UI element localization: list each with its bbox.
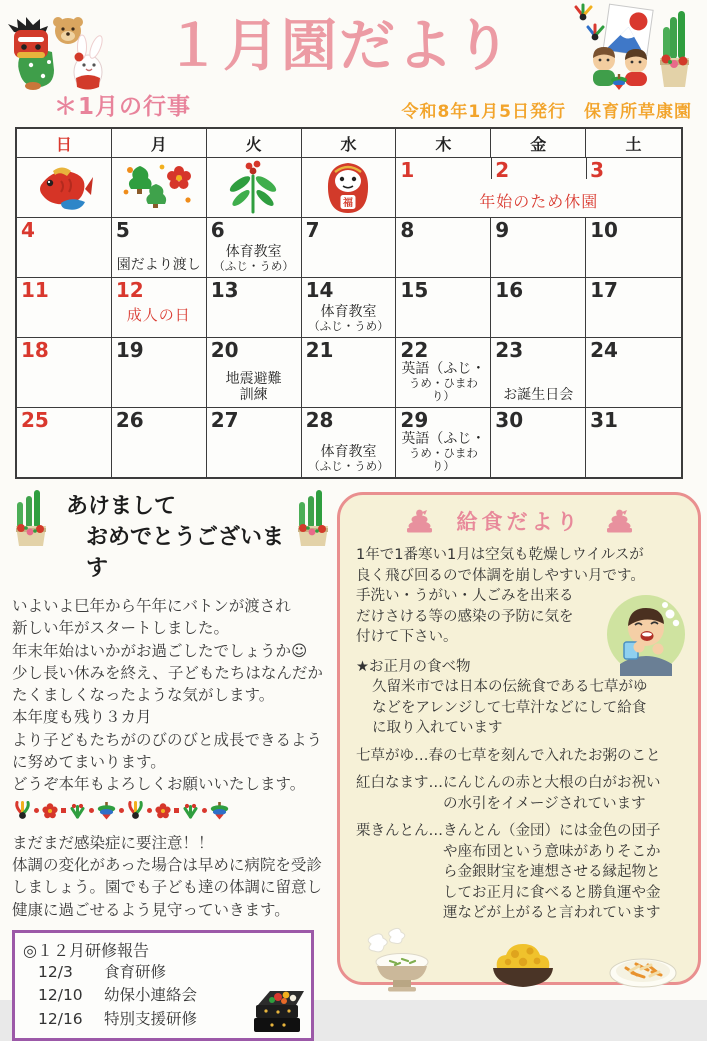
calendar-cell — [396, 278, 491, 338]
calendar-cell — [491, 218, 586, 278]
daruma-icon — [302, 158, 397, 218]
osechi-box-icon — [248, 981, 306, 1035]
date-number: 28 — [305, 408, 334, 432]
calendar-cell — [207, 218, 302, 278]
date-number: 10 — [590, 218, 618, 242]
issue-info: 令和8年1月5日発行 保育所草康園 — [401, 102, 692, 122]
calendar-cell — [17, 338, 112, 408]
children-kite-kadomatsu-icon — [570, 3, 698, 91]
food-term: 七草がゆ… — [356, 747, 429, 764]
divider-dot — [174, 808, 179, 813]
calendar-cell — [302, 278, 397, 338]
page-title: １月園だより — [165, 14, 513, 79]
report-date: 12/3 — [38, 962, 73, 981]
calendar-cell — [586, 408, 681, 477]
calendar-day-header: 火 — [207, 129, 302, 158]
divider-dot — [119, 808, 124, 813]
bamboo-sprig-icon — [69, 803, 86, 819]
event-label: 園だより渡し — [116, 257, 201, 273]
event-label: お誕生日会 — [503, 387, 574, 403]
date-number: 23 — [495, 338, 524, 362]
greeting-title-line1: あけまして — [66, 493, 177, 519]
event-label: 成人の日 — [126, 306, 191, 324]
calendar-cell — [396, 338, 491, 408]
date-number: 18 — [21, 338, 49, 362]
hanetsuki-icon — [14, 801, 31, 820]
divider-dot — [89, 808, 94, 813]
date-number: 24 — [590, 338, 618, 362]
lunch-news-title: 給食だより — [456, 510, 582, 534]
date-number: 17 — [590, 278, 618, 302]
calendar-cell — [586, 338, 681, 408]
date-number: 6 — [210, 218, 225, 242]
calendar-cell — [207, 278, 302, 338]
greeting-title — [54, 488, 290, 584]
calendar-cell — [207, 338, 302, 408]
calendar-day-header: 水 — [302, 129, 397, 158]
food-description: にんじんの赤と大根の白がお祝い の水引をイメージされています — [443, 775, 661, 812]
kadomatsu-icon — [12, 488, 50, 548]
greeting-header — [12, 488, 332, 584]
new-year-closed-cell — [396, 158, 681, 218]
pine-plum-icon — [112, 158, 207, 218]
kuri-kinton-icon — [485, 940, 561, 992]
lunch-intro-paragraph: 1年で1番寒い1月は空気も乾燥しウイルスが 良く飛び回るので体調を崩しやすい月です。 手洗い・うがい・人ごみを出来る だけさける等の感染の予防に気を 付けて下さい。 — [356, 547, 645, 645]
food-definition — [356, 773, 682, 814]
date-number: 8 — [400, 218, 415, 242]
calendar-grid — [17, 129, 681, 477]
calendar-day-header: 土 — [586, 129, 681, 158]
training-report-box — [12, 930, 314, 1041]
food-description: 春の七草を刻んで入れたお粥のこと — [428, 747, 661, 764]
event-label: 体育教室 （ふじ・うめ） — [308, 444, 389, 473]
lunch-news-header — [356, 506, 682, 536]
date-number: 21 — [305, 338, 334, 362]
date-number: 30 — [495, 408, 524, 432]
hanetsuki-icon — [127, 801, 144, 820]
date-number: 2 — [495, 158, 510, 182]
date-number: 5 — [115, 218, 130, 242]
event-label: 英語（ふじ・ うめ・ひまわり） — [401, 431, 486, 473]
food-description: きんとん（金団）には金色の団子 や座布団という意味がありそこか ら金銀財宝を連想させる縁起物と してお正月に食べると勝負運や金 運などが上がると言われています — [443, 823, 661, 921]
training-report-title: ◎１２月研修報告 — [23, 940, 149, 960]
date-number: 1 — [400, 158, 415, 182]
kadomatsu-icon — [294, 488, 332, 548]
date-number: 14 — [305, 278, 334, 302]
date-number: 4 — [21, 218, 35, 242]
calendar-cell — [396, 408, 491, 477]
calendar-cell — [302, 218, 397, 278]
report-label: 幼保小連絡会 — [104, 986, 198, 1005]
calendar-day-header: 月 — [112, 129, 207, 158]
calendar-cell — [491, 408, 586, 477]
lunch-news-box — [337, 492, 701, 985]
date-number: 27 — [210, 408, 239, 432]
gargling-boy-icon — [606, 592, 686, 676]
new-year-food-body: 久留米市では日本の伝統食である七草がゆ などをアレンジして七草汁などにして給食 に取り入れています — [372, 679, 648, 736]
date-number: 3 — [590, 158, 605, 182]
january-calendar — [15, 127, 683, 479]
food-term: 紅白なます… — [356, 775, 443, 791]
calendar-cell — [112, 338, 207, 408]
calendar-cell — [112, 408, 207, 477]
food-term: 栗きんとん… — [356, 823, 443, 839]
report-date: 12/16 — [38, 1009, 83, 1028]
event-label: 地震避難 訓練 — [225, 371, 282, 403]
divider-dot — [147, 808, 152, 813]
date-number: 26 — [115, 408, 144, 432]
date-number: 12 — [115, 278, 144, 302]
date-number: 22 — [400, 338, 429, 362]
bear-rabbit-lion-dance-icon — [6, 12, 106, 92]
calendar-cell — [17, 408, 112, 477]
event-label: 体育教室 （ふじ・うめ） — [213, 244, 294, 273]
closed-notice: 年始のため休園 — [479, 192, 599, 211]
date-number: 19 — [115, 338, 144, 362]
divider-dot — [202, 808, 207, 813]
calendar-cell — [17, 278, 112, 338]
divider-dot — [34, 808, 39, 813]
calendar-cell — [491, 278, 586, 338]
date-number: 25 — [21, 408, 49, 432]
calendar-day-header: 日 — [17, 129, 112, 158]
calendar-cell — [207, 408, 302, 477]
date-number: 7 — [305, 218, 320, 242]
nanakusa-gayu-icon — [360, 928, 438, 992]
greeting-column — [12, 488, 332, 1041]
calendar-cell — [112, 218, 207, 278]
event-label: 英語（ふじ・ うめ・ひまわり） — [401, 361, 486, 403]
calendar-cell — [302, 338, 397, 408]
january-events-heading: ＊1月の行事 — [54, 94, 192, 120]
calendar-day-header: 木 — [396, 129, 491, 158]
date-number: 29 — [400, 408, 429, 432]
divider-dot — [61, 808, 66, 813]
date-number: 11 — [21, 278, 49, 302]
plum-icon — [155, 803, 171, 819]
calendar-cell — [396, 218, 491, 278]
sea-bream-icon — [17, 158, 112, 218]
calendar-cell — [112, 278, 207, 338]
infection-note-paragraph: まだまだ感染症に要注意！！ 体調の変化があった場合は早めに病院を受診 しましょう。園でも子ども達の体調に留意し 健康に過ごせるよう見守っていきます。 — [12, 833, 323, 919]
koma-icon — [210, 802, 229, 820]
report-label: 食育研修 — [104, 962, 167, 981]
calendar-cell — [491, 338, 586, 408]
food-definitions — [356, 746, 682, 924]
seasonal-divider — [14, 801, 332, 821]
calendar-cell — [586, 218, 681, 278]
calendar-cell — [586, 278, 681, 338]
food-illustrations-row — [356, 928, 682, 992]
calendar-cell — [302, 408, 397, 477]
plum-icon — [42, 803, 58, 819]
date-number: 16 — [495, 278, 524, 302]
date-number: 13 — [210, 278, 239, 302]
date-number: 31 — [590, 408, 618, 432]
new-year-paragraph: いよいよ巳年から午年にバトンが渡され 新しい年がスタートしました。 年末年始はいかがお過ごしたでしょうか☺ 少し長い休みを終え、子どもたちはなんだか たくましくなったような気がします。 本年度も残り３カ月 より子どもたちがのびのびと成長できるよう に努めてまいります。 どうぞ本年もよろしくお願いいたします。 — [12, 597, 323, 794]
koma-icon — [97, 802, 116, 820]
bamboo-sprig-icon — [182, 803, 199, 819]
report-label: 特別支援研修 — [104, 1009, 198, 1028]
kagami-mochi-icon — [606, 509, 633, 534]
date-number: 20 — [210, 338, 239, 362]
date-number: 9 — [495, 218, 510, 242]
kohaku-namasu-icon — [608, 942, 678, 992]
food-definition — [356, 746, 682, 767]
bamboo-icon — [207, 158, 302, 218]
greeting-title-line2: おめでとうございます — [86, 524, 285, 581]
kagami-mochi-icon — [406, 509, 433, 534]
date-number: 15 — [400, 278, 429, 302]
svg-text:福: 福 — [343, 197, 354, 209]
event-label: 体育教室 （ふじ・うめ） — [308, 304, 389, 333]
calendar-cell — [17, 218, 112, 278]
new-year-food-heading: ★お正月の食べ物 — [356, 658, 471, 675]
food-definition — [356, 821, 682, 924]
report-date: 12/10 — [38, 986, 83, 1005]
calendar-day-header: 金 — [491, 129, 586, 158]
